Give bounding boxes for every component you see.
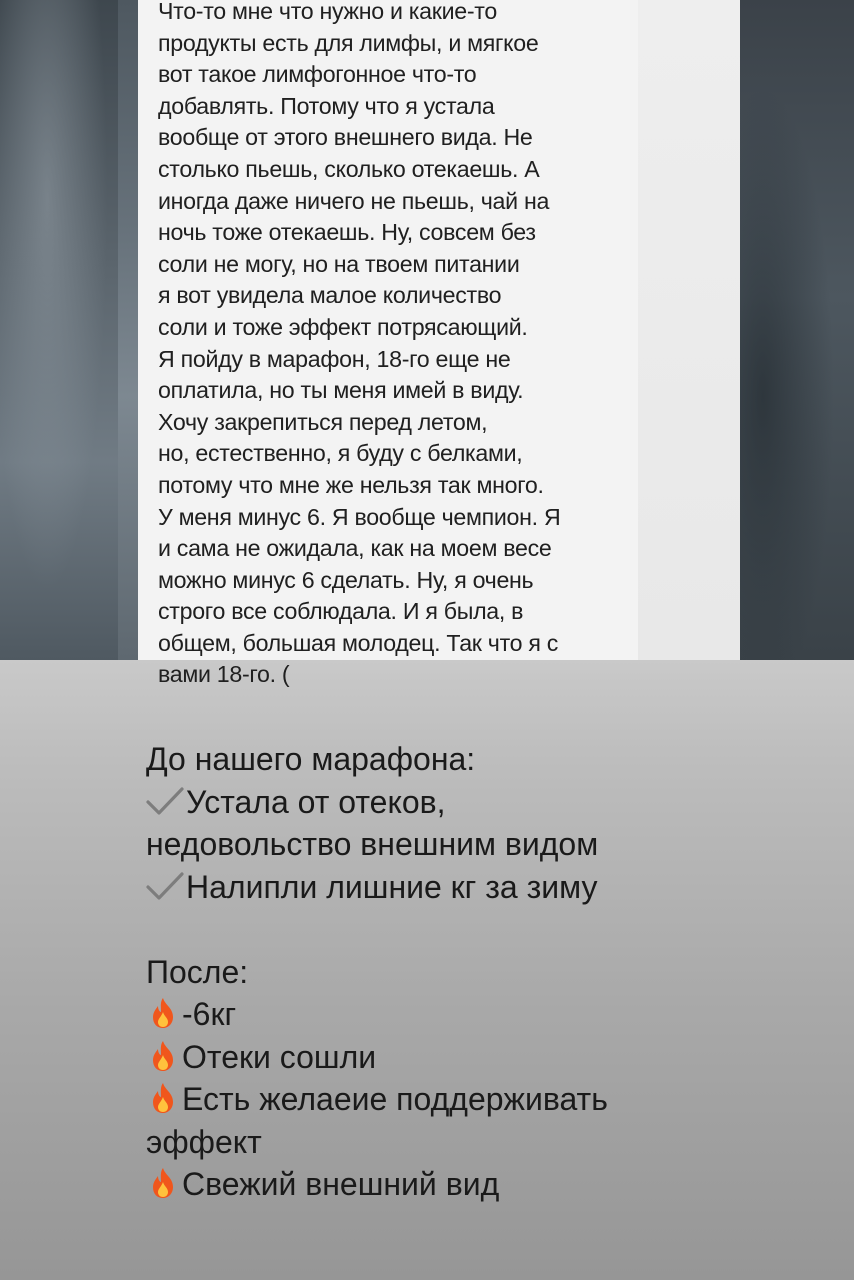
after-item — [146, 1036, 836, 1079]
message-text: Что-то мне что нужно и какие-то продукты есть для лимфы, и мягкое вот такое лимфогонное что-то добавлять. Потому что я устала вообще от этого внешнего вида. Не столько пьешь, сколько отекаешь. А иногда даже ничего не пьешь, чай на ночь тоже отекаешь. Ну, совсем без соли не могу, но на твоем питании я вот увидела малое количество соли и тоже эффект потрясающий. Я пойду в марафон, 18-го еще не оплатила, но ты меня имей в виду. Хочу закрепиться перед летом, но, естественно, я буду с белками, потому что мне же нельзя так много. У меня минус 6. Я вообще чемпион. Я и сама не ожидала, как на моем весе можно минус 6 сделать. Ну, я очень строго все соблюдала. И я была, в общем, большая молодец. Так что я с вами 18-го. ( — [158, 0, 561, 688]
fire-icon — [146, 1166, 180, 1200]
fire-icon — [146, 1081, 180, 1115]
fire-icon — [146, 996, 180, 1030]
after-item-text: Свежий внешний вид — [182, 1166, 500, 1202]
bubble-right-area — [638, 0, 740, 660]
background-photo-right — [740, 0, 854, 660]
before-item — [146, 866, 836, 909]
before-item-text: Налипли лишние кг за зиму — [186, 868, 598, 905]
before-item-text: недовольство внешним видом — [146, 826, 599, 862]
after-item — [146, 1163, 836, 1206]
after-item — [146, 1078, 836, 1121]
before-item-text: Устала от отеков, — [186, 783, 446, 820]
before-item — [146, 823, 836, 866]
after-item-text: эффект — [146, 1123, 262, 1160]
background-photo-left — [0, 0, 118, 660]
caption-spacer — [146, 908, 836, 951]
after-item-text: -6кг — [182, 996, 237, 1032]
before-heading: До нашего марафона: — [146, 741, 476, 777]
before-item — [146, 781, 836, 824]
story-caption — [146, 738, 836, 1206]
check-icon — [146, 786, 184, 816]
fire-icon — [146, 1039, 180, 1073]
message-bubble — [138, 0, 638, 688]
check-icon — [146, 871, 184, 901]
after-item — [146, 1121, 836, 1164]
after-item-text: Отеки сошли — [182, 1038, 377, 1075]
after-heading: После: — [146, 953, 249, 990]
after-item-text: Есть желаеие поддерживать — [182, 1081, 608, 1117]
after-item — [146, 993, 836, 1036]
